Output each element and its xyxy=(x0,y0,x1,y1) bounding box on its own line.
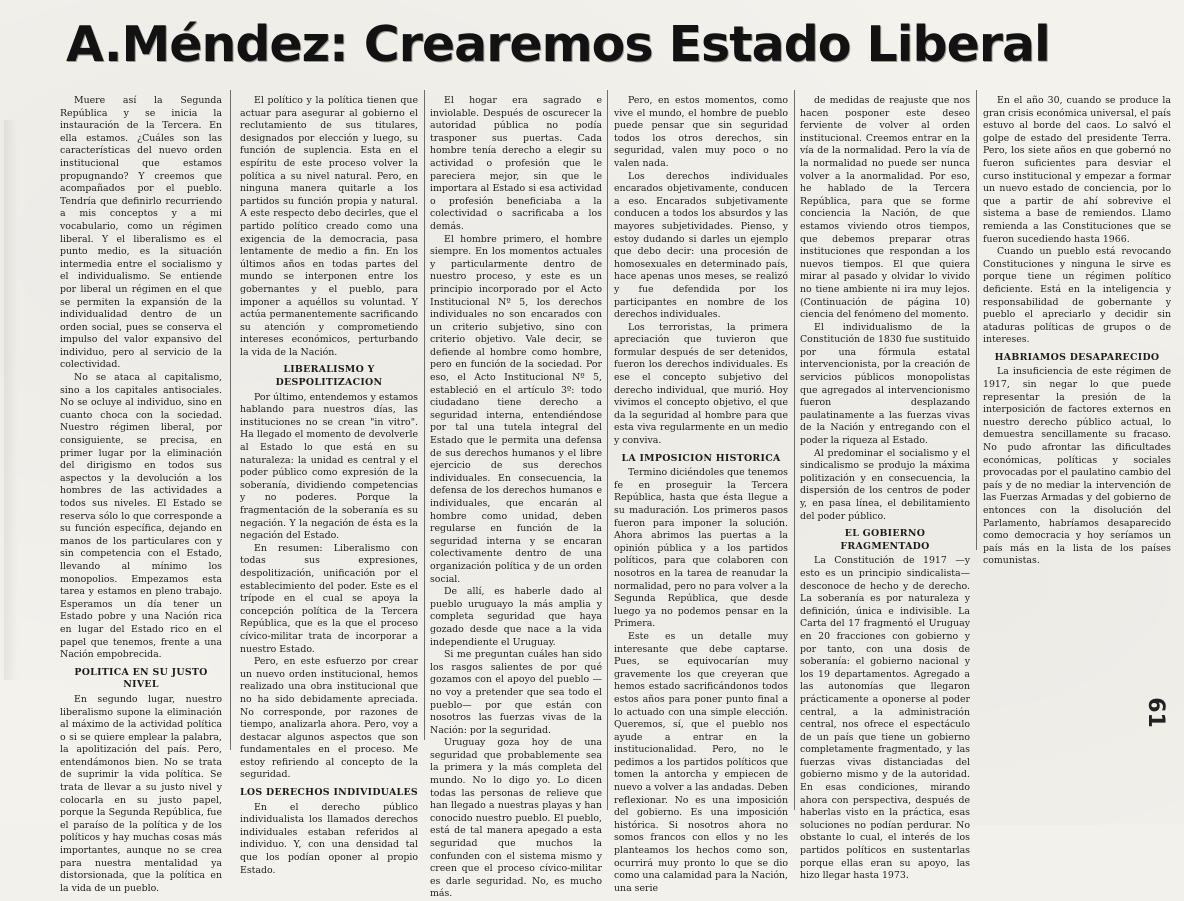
paragraph: El político y la política tienen que actuar para asegurar al gobierno el reclutamiento de sus titulares, designados por elección y luego, su función de suplencia. Esta en el espíritu de este proceso volver la política a su nivel natural. Pero, en ninguna manera quitarle a los partidos su función propia y natural. A este respecto debo decirles, que el partido político creado como una exigencia de la democracia, pasa lentamente de medio a fin. En los últimos años en todas partes del mundo se interponen entre los gobernantes y el pueblo, para imponer a aquéllos su voluntad. Y actúa permanentemente sacrificando su atención y comprometiendo intereses económicos, perturbando la vida de la Nación. xyxy=(240,95,418,358)
subheading: EL GOBIERNO FRAGMENTADO xyxy=(840,528,930,552)
subheading: HABRIAMOS DESAPARECIDO xyxy=(994,351,1160,363)
paragraph: La Constitución de 1917 —y esto es un principio sindicalista— desconoce de hecho y de derecho. La soberanía es por naturaleza y definición, única e indivisible. La Carta del 17 fragmentó el Uruguay en 20 fracciones con gobierno y por tanto, con una dosis de soberanía: el gobierno nacional y los 19 departamentos. Agregado a las autonomías que llegaron prácticamente a oponerse al poder central, a la administración central, nos ofrece el espectáculo de un país que tiene un gobierno completamente fragmentado, y las fuerzas vivas distanciadas del gobierno mismo y de la autoridad. En esas condiciones, mirando ahora con perspectiva, después de haberlas visto en la práctica, esas soluciones no podían perdurar. No obstante lo cual, el interés de los partidos políticos en sustentarlas porque ellas eran su apoyo, las hizo llegar hasta 1973. xyxy=(800,555,970,882)
article-column-3 xyxy=(430,95,602,900)
paragraph: Por último, entendemos y estamos hablando para nuestros días, las instituciones no se crean "in vitro". Ha llegado el momento de devolverle al Estado lo que está en su naturaleza: la unidad es central y el poder público como expresión de la soberanía, dividiendo competencias y no poderes. Porque la fragmentación de la soberanía es su negación. Y la negación de ésta es la negación del Estado. xyxy=(240,391,418,542)
paragraph: Los derechos individuales encarados objetivamente, conducen a eso. Encarados subjetivamente conducen a todos los absurdos y las mayores subjetividades. Pienso, y estoy dudando si darles un ejemplo que debo decir: una procesión de homosexuales en determinado país, hace apenas unos meses, se realizó y fue defendida por los participantes en nombre de los derechos individuales. xyxy=(614,170,788,321)
paragraph: Muere así la Segunda República y se inicia la instauración de la Tercera. En ella estamos. ¿Cuáles son las características del nuevo orden institucional que estamos propugnando? Y creemos que acompañados por el pueblo. Tendría que definirlo recurriendo a mis conceptos y a mi vocabulario, como un régimen liberal. Y el liberalismo es el punto medio, es la situación intermedia entre el socialismo y el individualismo. Se entiende por liberal un régimen en el que se permiten la expansión de la individualidad dentro de un orden social, pues se conserva el impulso del valor expansivo del individuo, pero al servicio de la colectividad. xyxy=(60,95,222,371)
paragraph: Los terroristas, la primera apreciación que tuvieron que formular después de ser detenidos, fueron los derechos individuales. Es ese el concepto subjetivo del derecho individual, que murió. Hoy vivimos el concepto objetivo, el que da la seguridad al hombre para que esta viva regularmente en un medio y conviva. xyxy=(614,321,788,447)
scan-edge-shadow xyxy=(4,120,18,680)
column-rule xyxy=(230,90,231,750)
paragraph: La insuficiencia de este régimen de 1917, sin negar lo que puede representar la presión de la interposición de factores externos en nuestro derecho público actual, lo demuestra sencillamente su fracaso. No pudo afrontar las dificultades económicas, políticas y sociales provocadas por el paulatino cambio del país y de no mediar la intervención de las Fuerzas Armadas y del gobierno de entonces con la disolución del Parlamento, habríamos desaparecido como democracia y hoy seríamos un país más en la lista de los países comunistas. xyxy=(983,366,1171,567)
paragraph: En segundo lugar, nuestro liberalismo supone la eliminación al máximo de la actividad política o si se quiere emplear la palabra, la apolitización del país. Pero, entendámonos bien. No se trata de suprimir la vida política. Se trata de llevar a su justo nivel y colocarla en su justo papel, porque la Segunda República, fue el paraíso de la política y de los políticos y hay muchas cosas más importantes, aunque no se crea para nuestra mentalidad ya distorsionada, que la política en la vida de un pueblo. xyxy=(60,693,222,894)
article-column-5 xyxy=(800,95,970,882)
paragraph: En el año 30, cuando se produce la gran crisis económica universal, el país estuvo al borde del caos. Lo salvó el golpe de estado del presidente Terra. Pero, los siete años en que gobernó no fueron suficientes para desviar el curso institucional y empezar a formar un nuevo estado de conciencia, por lo que a partir de ahí sobrevive el sistema a base de remiendos. Llamo remienda a las Constituciones que se fueron sucediendo hasta 1966. xyxy=(983,95,1171,245)
column-rule xyxy=(794,90,795,810)
paragraph: Si me preguntan cuáles han sido los rasgos salientes de por qué gozamos con el apoyo del pueblo —no voy a pretender que sea todo el pueblo— por que están con nosotros las fuerzas vivas de la Nación: por la seguridad. xyxy=(430,649,602,736)
article-column-2 xyxy=(240,95,418,876)
paragraph: Uruguay goza hoy de una seguridad que probablemente sea la primera y la más completa del mundo. No lo digo yo. Lo dicen todas las personas de relieve que han llegado a nuestras playas y han conocido nuestro pueblo. El pueblo, está de tal manera apegado a esta seguridad que muchos la confunden con el sistema mismo y creen que el proceso cívico-militar es darle seguridad. No, es mucho más. xyxy=(430,737,602,900)
article-column-4 xyxy=(614,95,788,894)
subheading: LOS DERECHOS INDIVIDUALES xyxy=(240,787,418,799)
article-column-1 xyxy=(60,95,222,894)
article-column-6 xyxy=(983,95,1171,567)
paragraph: Cuando un pueblo está revocando Constituciones y ninguna le sirve es porque tiene un régimen político deficiente. Está en la inteligencia y responsabilidad de gobernante y pueblo el apreciarlo y decidir sin ataduras políticas de grupos o de intereses. xyxy=(983,246,1171,346)
paragraph: En resumen: Liberalismo con todas sus expresiones, despolitización, unificación por el establecimiento del poder. Este es el trípode en el cual se apoya la concepción política de la Tercera República, que es la que el proceso cívico-militar trata de incorporar a nuestro Estado. xyxy=(240,542,418,655)
paragraph: Al predominar el socialismo y el sindicalismo se produjo la máxima politización y en consecuencia, la dispersión de los centros de poder y, en pasa línea, el debilitamiento del poder público. xyxy=(800,447,970,522)
paragraph: El individualismo de la Constitución de 1830 fue sustituido por una fórmula estatal intervencionista, por la creación de servicios públicos monopolistas que agregados al intervencionismo fueron desplazando paulatinamente a las fuerzas vivas de la Nación y entregando con el poder la riqueza al Estado. xyxy=(800,321,970,447)
subheading: LIBERALISMO Y DESPOLITIZACION xyxy=(275,364,383,389)
paragraph: El hombre primero, el hombre siempre. En los momentos actuales y particularmente dentro de nuestro proceso, y este es un principio incorporado por el Acto Institucional Nº 5, los derechos individuales no son encarados con un criterio subjetivo, sino con criterio objetivo. Vale decir, se defiende al hombre como hombre, pero en función de la sociedad. Por eso, el Acto Institucional Nº 5, estableció en el artículo 3º: todo ciudadano tiene derecho a seguridad interna, entendiéndose por tal una tutela integral del Estado que le permita una defensa de sus derechos humanos y el libre ejercicio de sus derechos individuales. En consecuencia, la defensa de los derechos humanos e individuales, que encarán al hombre como unidad, deben regularse en función de la seguridad interna y se encaran colectivamente dentro de una organización política y de un orden social. xyxy=(430,233,602,585)
paragraph: Pero, en estos momentos, como vive el mundo, el hombre de pueblo puede pensar que sin seguridad todos los otros derechos, sin seguridad, valen muy poco o no valen nada. xyxy=(614,95,788,169)
paragraph: No se ataca al capitalismo, sino a los capitales antisociales. No se ocluye al individuo, sino en cuanto choca con la sociedad. Nuestro régimen liberal, por consiguiente, se precisa, en primer lugar por la eliminación del dirigismo en todos sus aspectos y la devolución a los hombres de las actividades a todos sus niveles. El Estado se reserva sólo lo que corresponde a su función específica, dejando en manos de los particulares con y sin competencia con el Estado, llevando al mínimo los monopolios. Empezamos esta tarea y estamos en pleno trabajo. Esperamos un día tener un Estado pobre y una Nación rica en lugar del Estado rico en el papel que tenemos, frente a una Nación empobrecida. xyxy=(60,372,222,661)
paragraph: de medidas de reajuste que nos hacen posponer este deseo ferviente de volver al orden institucional. Creemos entrar en la vía de la normalidad. Pero la vía de la normalidad no puede ser nunca volver a la anormalidad. Por eso, he hablado de la Tercera República, para que se forme conciencia la Nación, de que estamos viviendo otros tiempos, que debemos preparar otras instituciones que respondan a los nuevos tiempos. El que quiera mirar al pasado y olvidar lo vivido no tiene ambiente ni ira muy lejos. (Continuación de página 10) ciencia del fenómeno del momento. xyxy=(800,95,970,321)
column-rule xyxy=(607,90,608,810)
headline: A.Méndez: Crearemos Estado Liberal xyxy=(66,16,1050,73)
paragraph: De allí, es haberle dado al pueblo uruguayo la más amplia y completa seguridad que haya gozado desde que nace a la vida independiente el Uruguay. xyxy=(430,586,602,648)
paragraph: Termino diciéndoles que tenemos fe en proseguir la Tercera República, hasta que ésta llegue a su maduración. Los primeros pasos fueron para imponer la solución. Ahora abrimos las puertas a la opinión pública y a los partidos políticos, para que colaboren con nosotros en la tarea de reanudar la normalidad, pero no para volver a la Segunda República, que desde luego ya no podemos pensar en la Primera. xyxy=(614,467,788,630)
paragraph: Este es un detalle muy interesante que debe captarse. Pues, se equivocarían muy gravemente los que creyeran que hemos estado sacrificándonos todos estos años para poner punto final a lo actuado con una simple elección. Queremos, sí, que el pueblo nos ayude a entrar en la institucionalidad. Pero, no le pedimos a los partidos políticos que tomen la antorcha y empiecen de nuevo a volver a las andadas. Deben reflexionar. No es una imposición del gobierno. Es una imposición histórica. Si nosotros ahora no somos francos con ellos y no les planteamos los hechos como son, ocurrirá muy pronto lo que se dio como una calamidad para la Nación, una serie xyxy=(614,630,788,894)
paragraph: El hogar era sagrado e inviolable. Después de oscurecer la autoridad pública no podía trasponer sus puertas. Cada hombre tenía derecho a elegir su actividad o profesión que le pareciera mejor, sin que le importara al Estado si esa actividad o profesión beneficiaba a la colectividad o sacrificaba a los demás. xyxy=(430,95,602,232)
column-rule xyxy=(976,90,977,550)
page-number: 61 xyxy=(1142,697,1168,728)
column-rule xyxy=(424,90,425,740)
subheading: POLITICA EN SU JUSTO NIVEL xyxy=(74,666,208,691)
paragraph: Pero, en este esfuerzo por crear un nuevo orden institucional, hemos realizado una obra institucional que no ha sido debidamente apreciada. No corresponde, por razones de tiempo, analizarla ahora. Pero, voy a destacar algunos aspectos que son fundamentales en el proceso. Me estoy refiriendo al concepto de la seguridad. xyxy=(240,656,418,781)
paragraph: En el derecho público individualista los llamados derechos individuales estaban referidos al individuo. Y, con una densidad tal que los podían oponer al propio Estado. xyxy=(240,801,418,876)
subheading: LA IMPOSICION HISTORICA xyxy=(621,452,781,464)
